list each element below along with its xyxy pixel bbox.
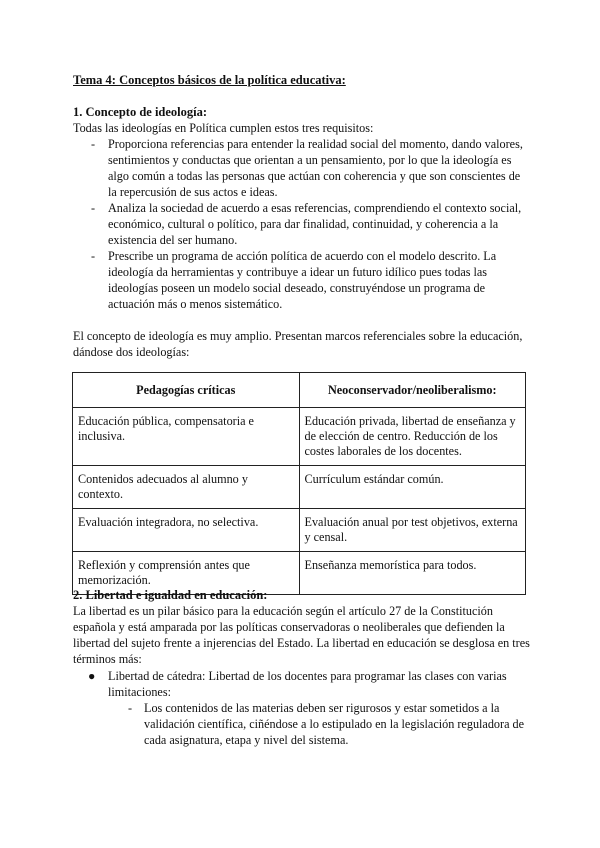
table-header-cell: Pedagogías críticas <box>73 373 300 408</box>
ideology-comparison-table <box>72 372 526 595</box>
list-item-line: sentimientos y conductas que orientan a un pensamiento, por lo que la ideología es <box>108 153 512 167</box>
paragraph-line: La libertad es un pilar básico para la educación según el artículo 27 de la Constitución <box>73 604 493 618</box>
dash-marker: - <box>91 201 96 215</box>
list-item-line: Prescribe un programa de acción política de acuerdo con el modelo descrito. La <box>108 249 497 263</box>
section-1-intro: Todas las ideologías en Política cumplen estos tres requisitos: <box>73 121 374 135</box>
dash-marker: - <box>91 249 96 263</box>
section-1-heading: 1. Concepto de ideología: <box>73 105 208 119</box>
sub-list-item <box>128 700 538 748</box>
bullet-marker: ● <box>88 669 96 683</box>
table-cell: Evaluación anual por test objetivos, externa y censal. <box>299 509 526 552</box>
sub-item-line: Los contenidos de las materias deben ser rigurosos y estar sometidos a la <box>144 701 500 715</box>
table-cell: Educación pública, compensatoria e inclusiva. <box>73 408 300 466</box>
list-item-line: la repercusión de sus actos e ideas. <box>108 185 278 199</box>
list-item <box>73 136 533 200</box>
sub-item-line: validación científica, ciñéndose a lo estipulado en la legislación reguladora de <box>144 717 525 731</box>
list-item-line: ideología da herramientas y contribuye a idear un futuro idílico pues todas las <box>108 265 488 279</box>
bullet-line: Libertad de cátedra: Libertad de los docentes para programar las clases con varias <box>108 669 507 683</box>
table-row <box>73 509 526 552</box>
sub-item-line: cada asignatura, etapa y nivel del sistema. <box>144 733 349 747</box>
table-header-row <box>73 373 526 408</box>
table-row <box>73 408 526 466</box>
table-header-cell: Neoconservador/neoliberalismo: <box>299 373 526 408</box>
section-2-heading: 2. Libertad e igualdad en educación: <box>73 588 268 602</box>
list-item-line: ideologías poseen un modelo social deseado, construyéndose un programa de <box>108 281 486 295</box>
requirements-list <box>73 136 533 312</box>
paragraph-line: dándose dos ideologías: <box>73 345 190 359</box>
bullet-line: limitaciones: <box>108 685 171 699</box>
ideology-paragraph <box>73 328 543 360</box>
list-item-line: existencia del ser humano. <box>108 233 238 247</box>
table-cell: Reflexión y comprensión antes que memorización. <box>73 552 300 595</box>
list-item <box>73 248 533 312</box>
dash-marker: - <box>128 701 133 715</box>
table-cell: Evaluación integradora, no selectiva. <box>73 509 300 552</box>
paragraph-line: El concepto de ideología es muy amplio. Presentan marcos referenciales sobre la educación, <box>73 329 523 343</box>
list-item-line: Proporciona referencias para entender la realidad social del momento, dando valores, <box>108 137 523 151</box>
document-title: Tema 4: Conceptos básicos de la política educativa: <box>73 73 346 87</box>
table-cell: Educación privada, libertad de enseñanza y de elección de centro. Reducción de los costes laborales de los docentes. <box>299 408 526 466</box>
paragraph-line: española y está amparada por las políticas conservadoras o neoliberales que defienden la <box>73 620 505 634</box>
paragraph-line: términos más: <box>73 652 142 666</box>
table-row <box>73 466 526 509</box>
list-item-line: actuación más o menos sistemático. <box>108 297 283 311</box>
table-cell: Currículum estándar común. <box>299 466 526 509</box>
list-item <box>73 200 533 248</box>
list-item-line: económico, cultural o político, para dar finalidad, continuidad, y coherencia a la <box>108 217 499 231</box>
bullet-item <box>88 668 528 700</box>
table-cell: Contenidos adecuados al alumno y contexto. <box>73 466 300 509</box>
list-item-line: algo común a todas las personas que actúan con coherencia y que son conscientes de <box>108 169 521 183</box>
list-item-line: Analiza la sociedad de acuerdo a esas referencias, comprendiendo el contexto social, <box>108 201 522 215</box>
dash-marker: - <box>91 137 96 151</box>
paragraph-line: libertad del sujeto frente a injerencias del Estado. La libertad en educación se desglosa en tres <box>73 636 530 650</box>
freedom-paragraph <box>73 603 543 667</box>
table-cell: Enseñanza memorística para todos. <box>299 552 526 595</box>
